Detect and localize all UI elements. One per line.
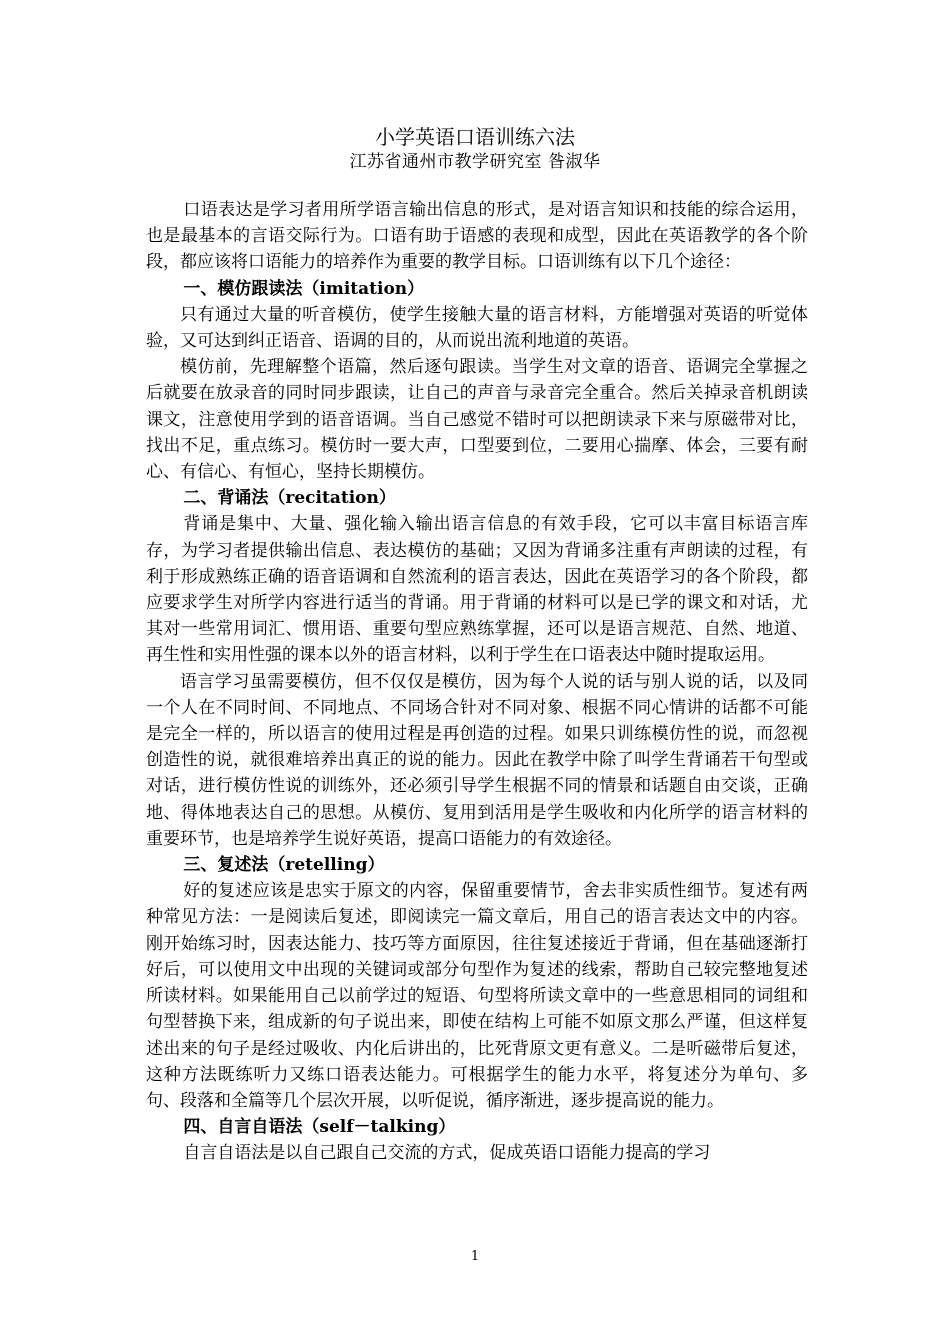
section-heading-self-talking: 四、自言自语法（self－talking） bbox=[183, 1117, 456, 1138]
document-title: 小学英语口语训练六法 bbox=[375, 125, 575, 149]
document-body bbox=[146, 197, 808, 1167]
body-paragraph: 只有通过大量的听音模仿，使学生接触大量的语言材料，方能增强对英语的听觉体验，又可达到纠正语音、语调的目的，从而说出流利地道的英语。 bbox=[146, 304, 808, 352]
body-paragraph: 背诵是集中、大量、强化输入输出语言信息的有效手段，它可以丰富目标语言库存，为学习者提供输出信息、表达模仿的基础；又因为背诵多注重有声朗读的过程，有利于形成熟练正确的语音语调和自然流利的语言表达，因此在英语学习的各个阶段，都应要求学生对所学内容进行适当的背诵。用于背诵的材料可以是已学的课文和对话，尤其对一些常用词汇、惯用语、重要句型应熟练掌握，还可以是语言规范、自然、地道、再生性和实用性强的课本以外的语言材料，以利于学生在口语表达中随时提取运用。 bbox=[146, 514, 808, 666]
section-heading-imitation: 一、模仿跟读法（imitation） bbox=[183, 278, 425, 299]
page-number: 1 bbox=[470, 1249, 480, 1264]
body-paragraph: 自言自语法是以自己跟自己交流的方式，促成英语口语能力提高的学习 bbox=[183, 1143, 711, 1164]
body-paragraph: 语言学习虽需要模仿，但不仅仅是模仿，因为每个人说的话与别人说的话，以及同一个人在不同时间、不同地点、不同场合针对不同对象、根据不同心情讲的话都不可能是完全一样的，所以语言的使用过程是再创造的过程。如果只训练模仿性的说，而忽视创造性的说，就很难培养出真正的说的能力。因此在教学中除了叫学生背诵若干句型或对话，进行模仿性说的训练外，还必须引导学生根据不同的情景和话题自由交谈，正确地、得体地表达自己的思想。从模仿、复用到活用是学生吸收和内化所学的语言材料的重要环节，也是培养学生说好英语，提高口语能力的有效途径。 bbox=[146, 671, 808, 849]
body-paragraph: 好的复述应该是忠实于原文的内容，保留重要情节，舍去非实质性细节。复述有两种常见方法：一是阅读后复述，即阅读完一篇文章后，用自己的语言表达文中的内容。刚开始练习时，因表达能力、技巧等方面原因，往往复述接近于背诵，但在基础逐渐打好后，可以使用文中出现的关键词或部分句型作为复述的线索，帮助自己较完整地复述所读材料。如果能用自己以前学过的短语、句型将所读文章中的一些意思相同的词组和句型替换下来，组成新的句子说出来，即使在结构上可能不如原文那么严谨，但这样复述出来的句子是经过吸收、内化后讲出的，比死背原文更有意义。二是听磁带后复述，这种方法既练听力又练口语表达能力。可根据学生的能力水平，将复述分为单句、多句、段落和全篇等几个层次开展，以听促说，循序渐进，逐步提高说的能力。 bbox=[146, 881, 808, 1111]
section-heading-recitation: 二、背诵法（recitation） bbox=[183, 488, 396, 509]
intro-paragraph: 口语表达是学习者用所学语言输出信息的形式，是对语言知识和技能的综合运用，也是最基本的言语交际行为。口语有助于语感的表现和成型，因此在英语教学的各个阶段，都应该将口语能力的培养作为重要的教学目标。口语训练有以下几个途径： bbox=[146, 200, 808, 273]
document-author: 江苏省通州市教学研究室 昝淑华 bbox=[349, 152, 601, 172]
section-heading-retelling: 三、复述法（retelling） bbox=[183, 855, 385, 876]
body-paragraph: 模仿前，先理解整个语篇，然后逐句跟读。当学生对文章的语音、语调完全掌握之后就要在放录音的同时同步跟读，让自己的声音与录音完全重合。然后关掉录音机朗读课文，注意使用学到的语音语调。当自己感觉不错时可以把朗读录下来与原磁带对比，找出不足，重点练习。模仿时一要大声，口型要到位，二要用心揣摩、体会，三要有耐心、有信心、有恒心，坚持长期模仿。 bbox=[146, 357, 808, 483]
